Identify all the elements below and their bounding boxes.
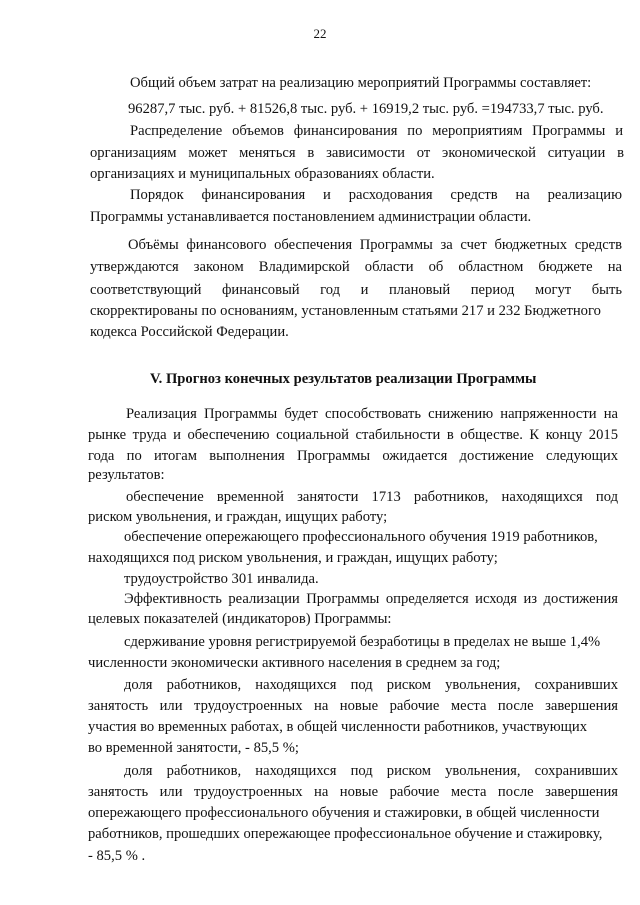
text-line: Общий объем затрат на реализацию мероприятий Программы составляет: bbox=[130, 75, 592, 91]
text-line: Объёмы финансового обеспечения Программы за счет бюджетных средств bbox=[128, 237, 622, 253]
text-line: Реализация Программы будет способствовать снижению напряженности на bbox=[126, 406, 618, 422]
text-line: Распределение объемов финансирования по мероприятиям Программы и bbox=[130, 123, 623, 139]
text-line: сдерживание уровня регистрируемой безработицы в пределах не выше 1,4% bbox=[124, 634, 601, 650]
text-line: во временной занятости, - 85,5 %; bbox=[88, 740, 299, 756]
text-line: доля работников, находящихся под риском увольнения, сохранивших bbox=[124, 763, 618, 779]
text-line: Программы устанавливается постановлением администрации области. bbox=[90, 209, 532, 225]
text-line: соответствующий финансовый год и плановый период могут быть bbox=[90, 282, 622, 298]
text-line: трудоустройство 301 инвалида. bbox=[124, 571, 319, 587]
text-line: занятость или трудоустроенных на новые рабочие места после завершения bbox=[88, 784, 618, 800]
text-line: - 85,5 % . bbox=[88, 848, 146, 864]
text-line: риском увольнения, и граждан, ищущих работу; bbox=[88, 509, 388, 525]
text-line: организациям может меняться в зависимости от экономической ситуации в bbox=[90, 145, 624, 161]
section-heading: V. Прогноз конечных результатов реализации Программы bbox=[150, 371, 537, 387]
text-line: 96287,7 тыс. руб. + 81526,8 тыс. руб. + 16919,2 тыс. руб. =194733,7 тыс. руб. bbox=[128, 101, 604, 117]
text-line: занятость или трудоустроенных на новые рабочие места после завершения bbox=[88, 698, 618, 714]
text-line: работников, прошедших опережающее профессиональное обучение и стажировку, bbox=[88, 826, 603, 842]
text-line: утверждаются законом Владимирской области об областном бюджете на bbox=[90, 259, 622, 275]
text-line: Порядок финансирования и расходования средств на реализацию bbox=[130, 187, 622, 203]
text-line: организациях и муниципальных образованиях области. bbox=[90, 166, 435, 182]
text-line: численности экономически активного населения в среднем за год; bbox=[88, 655, 501, 671]
text-line: доля работников, находящихся под риском увольнения, сохранивших bbox=[124, 677, 618, 693]
text-line: кодекса Российской Федерации. bbox=[90, 324, 289, 340]
text-line: года по итогам выполнения Программы ожидается достижение следующих bbox=[88, 448, 618, 464]
text-line: Эффективность реализации Программы определяется исходя из достижения bbox=[124, 591, 618, 607]
page-number: 22 bbox=[313, 26, 327, 41]
text-line: результатов: bbox=[88, 467, 165, 483]
text-line: рынке труда и обеспечению социальной стабильности в обществе. К концу 2015 bbox=[88, 427, 618, 443]
text-line: целевых показателей (индикаторов) Программы: bbox=[88, 611, 392, 627]
text-line: скорректированы по основаниям, установленным статьями 217 и 232 Бюджетного bbox=[90, 303, 601, 319]
text-line: участия во временных работах, в общей численности работников, участвующих bbox=[88, 719, 588, 735]
text-line: обеспечение временной занятости 1713 работников, находящихся под bbox=[126, 489, 618, 505]
text-line: обеспечение опережающего профессионального обучения 1919 работников, bbox=[124, 529, 598, 545]
text-line: опережающего профессионального обучения и стажировки, в общей численности bbox=[88, 805, 600, 821]
text-line: находящихся под риском увольнения, и граждан, ищущих работу; bbox=[88, 550, 498, 566]
